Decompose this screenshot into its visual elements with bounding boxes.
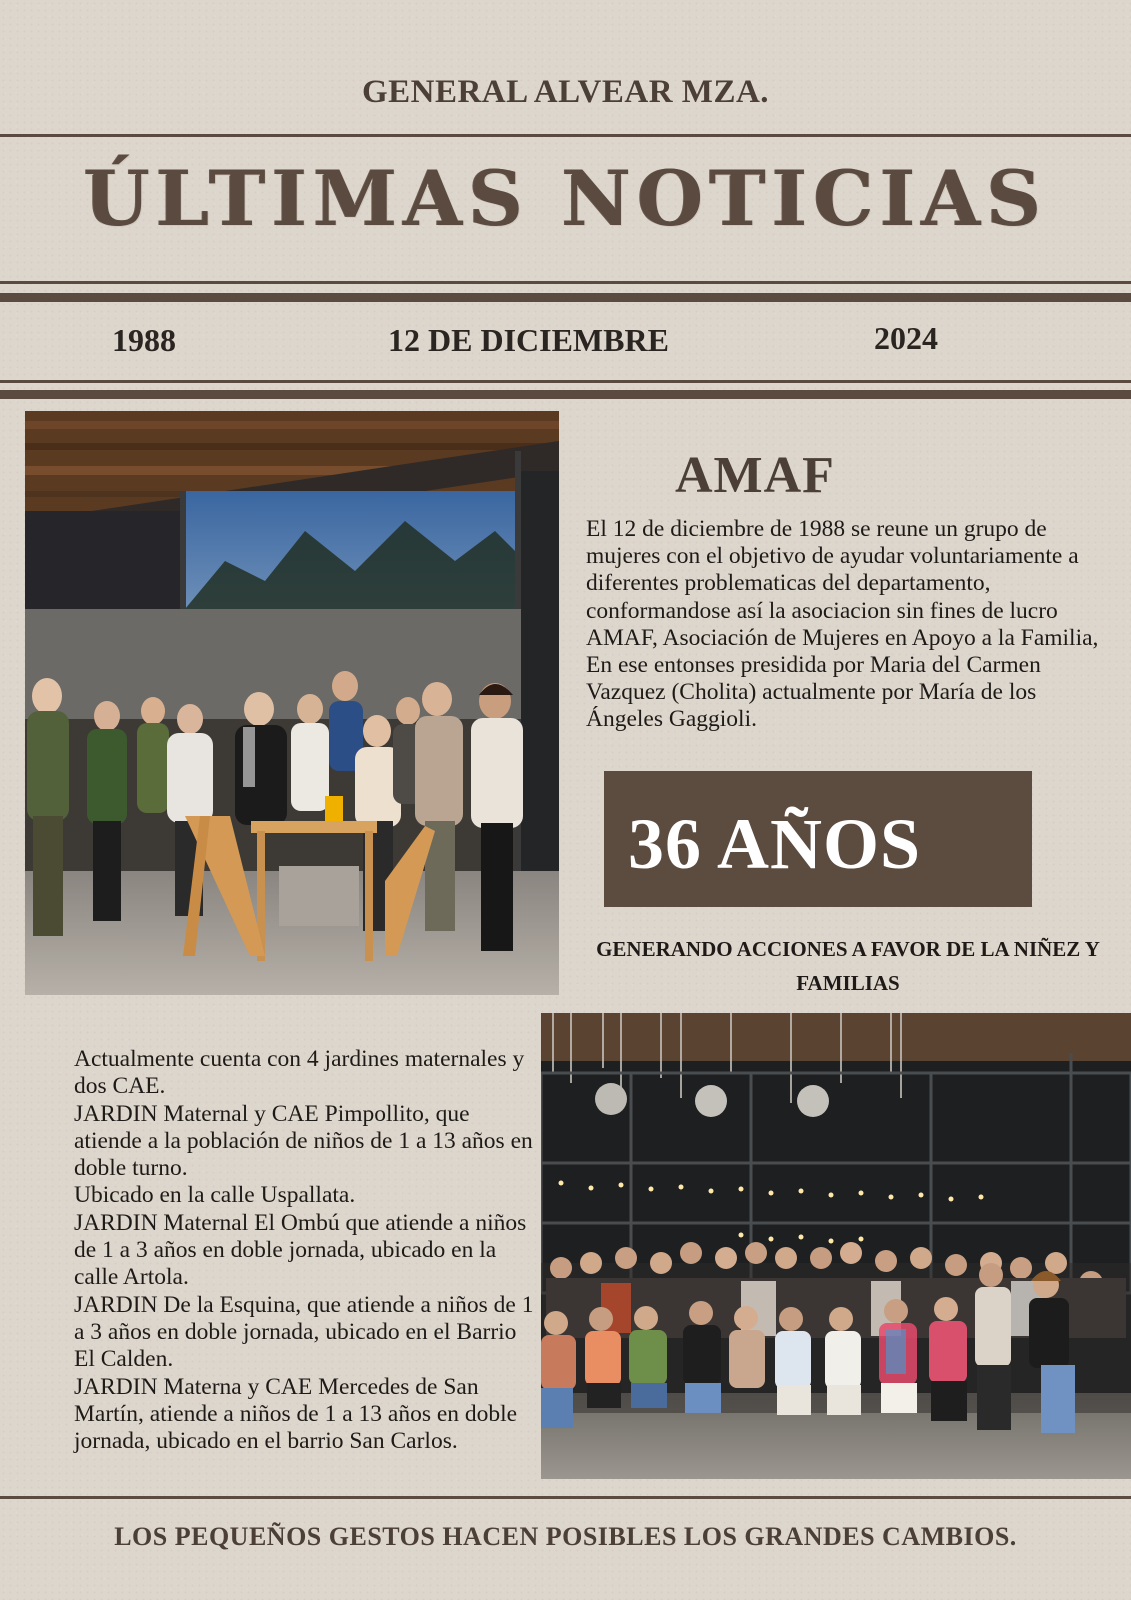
group-photo-hall — [541, 1013, 1131, 1479]
year-start: 1988 — [112, 322, 176, 358]
body-paragraph: Actualmente cuenta con 4 jardines maternales y dos CAE. — [74, 1046, 525, 1100]
masthead-top-rule — [0, 134, 1131, 137]
article-intro: El 12 de diciembre de 1988 se reune un grupo de mujeres con el objetivo de ayudar voluntariamente a diferentes problematicas del departamento, conformandose así la asociacion sin fines de lucro AMAF, Asociación de Mujeres en Apoyo a la Familia, En ese entonses presidida por Maria del Carmen Vazquez (Cholita) actualmente por María de los Ángeles Gaggioli. — [586, 516, 1099, 733]
years-badge-label: 36 AÑOS — [628, 804, 922, 884]
footer-quote: LOS PEQUEÑOS GESTOS HACEN POSIBLES LOS GRANDES CAMBIOS. — [114, 1522, 1017, 1551]
group-photo-hall-image — [541, 1013, 1131, 1479]
location-kicker: GENERAL ALVEAR MZA. — [361, 74, 770, 110]
group-photo-table — [25, 411, 559, 995]
body-paragraph: JARDIN Materna y CAE Mercedes de San Martín, atiende a niños de 1 a 13 años en doble jornada, ubicado en el barrio San Carlos. — [74, 1373, 518, 1455]
dateline-rule-thin — [0, 380, 1131, 383]
group-photo-table-image — [25, 411, 559, 995]
body-paragraph: JARDIN Maternal El Ombú que atiende a niños de 1 a 3 años en doble jornada, ubicado en la calle Artola. — [74, 1209, 527, 1291]
tagline: GENERANDO ACCIONES A FAVOR DE LA NIÑEZ Y FAMILIAS — [596, 937, 1100, 995]
body-paragraph: JARDIN De la Esquina, que atiende a niños de 1 a 3 años en doble jornada, ubicado en el Barrio El Calden. — [74, 1291, 534, 1373]
body-paragraph: Ubicado en la calle Uspallata. — [74, 1182, 356, 1209]
article-title: AMAF — [675, 447, 835, 504]
footer-rule — [0, 1496, 1131, 1499]
dateline-rule-thick — [0, 390, 1131, 399]
body-paragraph: JARDIN Maternal y CAE Pimpollito, que atiende a la población de niños de 1 a 13 años en doble turno. — [74, 1100, 533, 1182]
masthead-bottom-rule — [0, 281, 1131, 284]
masthead-bottom-thick-rule — [0, 293, 1131, 302]
years-badge — [604, 771, 1032, 907]
issue-date: 12 DE DICIEMBRE — [388, 322, 669, 358]
masthead-title: ÚLTIMAS NOTICIAS — [83, 154, 1048, 243]
article-body — [74, 1046, 534, 1455]
year-end: 2024 — [874, 320, 938, 356]
